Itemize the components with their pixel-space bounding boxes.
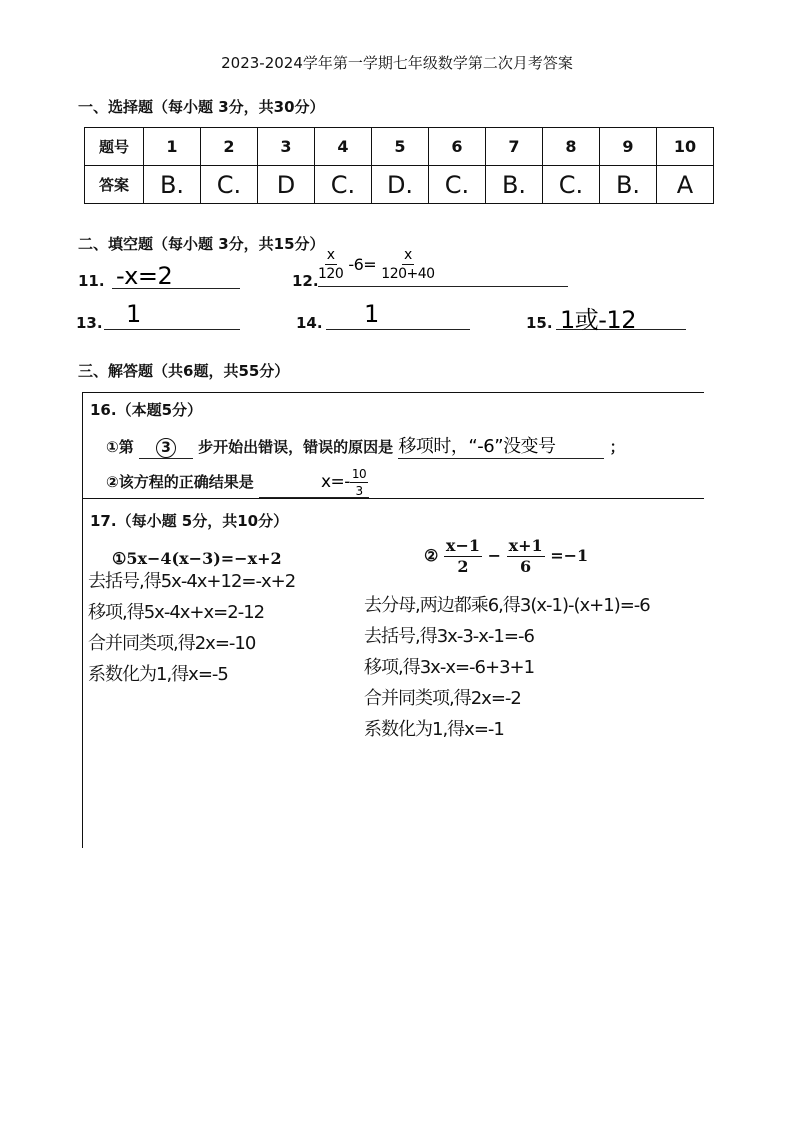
work-line: 合并同类项,得2x=-2 bbox=[364, 688, 521, 709]
q17-equation-2 bbox=[424, 538, 588, 575]
left-border bbox=[82, 392, 83, 848]
table-cell: 3 bbox=[258, 128, 315, 166]
q17-eq2-den1: 2 bbox=[457, 557, 469, 576]
table-cell: C. bbox=[543, 166, 600, 204]
q12-frac1-den: 120 bbox=[318, 266, 344, 282]
table-cell: 6 bbox=[429, 128, 486, 166]
table-cell: C. bbox=[429, 166, 486, 204]
table-row bbox=[85, 166, 714, 204]
table-cell: D bbox=[258, 166, 315, 204]
q16-part1-end: ； bbox=[609, 438, 625, 456]
work-line: 去分母,两边都乘6,得3(x-1)-(x+1)=-6 bbox=[364, 595, 650, 616]
table-cell: C. bbox=[201, 166, 258, 204]
table-cell: A bbox=[657, 166, 714, 204]
q15-answer: 1或-12 bbox=[556, 300, 686, 330]
q16-step-blank bbox=[139, 438, 193, 459]
table-cell: 2 bbox=[201, 128, 258, 166]
q12-middle: -6= bbox=[348, 255, 377, 274]
q17-equation-1: ①5x−4(x−3)=−x+2 bbox=[112, 549, 282, 568]
q17-eq2-prefix: ② bbox=[424, 546, 439, 565]
table-row bbox=[85, 128, 714, 166]
table-cell: 5 bbox=[372, 128, 429, 166]
divider bbox=[82, 392, 704, 393]
table-cell: B. bbox=[144, 166, 201, 204]
q17-eq2-den2: 6 bbox=[520, 557, 532, 576]
q12-fraction-1 bbox=[318, 248, 343, 281]
q16-label: 16.（本题5分） bbox=[90, 401, 203, 419]
section-1-heading: 一、选择题（每小题 3分，共30分） bbox=[78, 98, 325, 116]
q16-part2 bbox=[106, 468, 369, 498]
answer-table bbox=[84, 127, 714, 204]
q16-reason-answer: 移项时，“-6”没变号 bbox=[398, 432, 604, 459]
q12-label: 12. bbox=[292, 272, 319, 290]
table-cell: B. bbox=[600, 166, 657, 204]
q17-eq2-fraction-1 bbox=[444, 538, 482, 575]
q17-eq2-rhs: =−1 bbox=[550, 546, 589, 565]
q16-part1 bbox=[106, 432, 625, 459]
row-label-answer: 答案 bbox=[85, 166, 144, 204]
q17-eq2-num2: x+1 bbox=[508, 536, 543, 555]
work-line: 移项,得5x-4x+x=2-12 bbox=[88, 602, 265, 623]
q16-part1-middle: 步开始出错误，错误的原因是 bbox=[198, 438, 394, 456]
table-cell: 1 bbox=[144, 128, 201, 166]
table-cell: 8 bbox=[543, 128, 600, 166]
q12-fraction-2 bbox=[381, 248, 434, 281]
work-line: 系数化为1,得x=-5 bbox=[88, 664, 228, 685]
table-cell: 4 bbox=[315, 128, 372, 166]
page-title: 2023-2024学年第一学期七年级数学第二次月考答案 bbox=[221, 54, 573, 72]
q16-result-fraction bbox=[350, 468, 368, 497]
work-line: 合并同类项,得2x=-10 bbox=[88, 633, 256, 654]
q12-frac2-num: x bbox=[404, 247, 412, 263]
table-cell: 10 bbox=[657, 128, 714, 166]
q17-work-2 bbox=[364, 590, 650, 745]
q13-answer: 1 bbox=[104, 300, 240, 330]
q14-label: 14. bbox=[296, 314, 323, 332]
work-line: 去括号,得3x-3-x-1=-6 bbox=[364, 626, 534, 647]
q16-part2-prefix: ②该方程的正确结果是 bbox=[106, 473, 254, 491]
q17-eq2-minus: − bbox=[487, 546, 501, 565]
table-cell: 9 bbox=[600, 128, 657, 166]
table-cell: 7 bbox=[486, 128, 543, 166]
q16-result-den: 3 bbox=[355, 484, 363, 498]
q12-answer bbox=[318, 248, 568, 287]
divider bbox=[82, 498, 704, 499]
table-cell: C. bbox=[315, 166, 372, 204]
q16-part1-prefix: ①第 bbox=[106, 438, 134, 456]
q12-frac1-num: x bbox=[326, 247, 335, 263]
q17-eq2-fraction-2 bbox=[507, 538, 545, 575]
q16-step-answer: 3 bbox=[156, 438, 176, 458]
q14-answer: 1 bbox=[326, 300, 470, 330]
q11-answer: -x=2 bbox=[112, 262, 240, 289]
q15-label: 15. bbox=[526, 314, 553, 332]
table-cell: B. bbox=[486, 166, 543, 204]
row-label-number: 题号 bbox=[85, 128, 144, 166]
work-line: 移项,得3x-x=-6+3+1 bbox=[364, 657, 535, 678]
q17-eq2-num1: x−1 bbox=[445, 536, 480, 555]
q13-label: 13. bbox=[76, 314, 103, 332]
q11-label: 11. bbox=[78, 272, 105, 290]
q16-result-answer bbox=[259, 468, 369, 498]
work-line: 去括号,得5x-4x+12=-x+2 bbox=[88, 571, 296, 592]
q17-label: 17.（每小题 5分，共10分） bbox=[90, 512, 289, 530]
section-2-heading: 二、填空题（每小题 3分，共15分） bbox=[78, 235, 325, 253]
work-line: 系数化为1,得x=-1 bbox=[364, 719, 504, 740]
table-cell: D. bbox=[372, 166, 429, 204]
q16-result-left: x=- bbox=[320, 472, 350, 492]
section-3-heading: 三、解答题（共6题，共55分） bbox=[78, 362, 290, 380]
q12-frac2-den: 120+40 bbox=[381, 266, 435, 282]
q16-result-num: 10 bbox=[351, 467, 367, 481]
q17-work-1 bbox=[88, 566, 295, 690]
